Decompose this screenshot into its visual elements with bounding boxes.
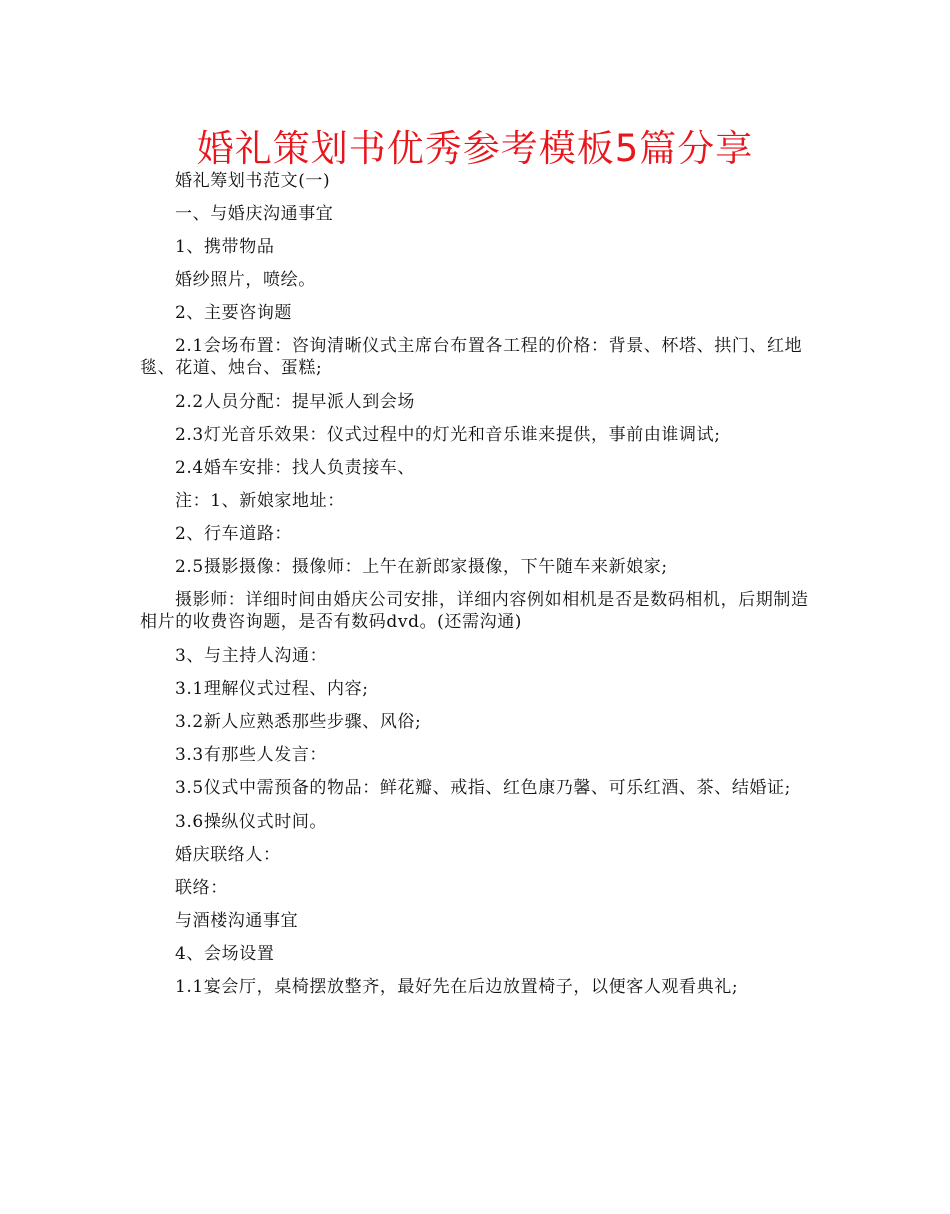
paragraph: 3.3有那些人发言： [175, 745, 328, 765]
paragraph: 2.4婚车安排：找人负责接车、 [175, 458, 416, 478]
paragraph: 婚庆联络人： [175, 845, 281, 865]
paragraph: 3.6操纵仪式时间。 [175, 812, 328, 832]
paragraph: 婚礼筹划书范文(一) [175, 171, 331, 191]
paragraph: 联络： [175, 878, 228, 898]
document-body [140, 170, 816, 1009]
paragraph: 1.1宴会厅，桌椅摆放整齐，最好先在后边放置椅子，以便客人观看典礼; [175, 977, 739, 997]
paragraph: 1、携带物品 [175, 237, 275, 257]
paragraph: 2.2人员分配：提早派人到会场 [175, 392, 416, 412]
paragraph: 3、与主持人沟通： [175, 646, 328, 666]
paragraph: 3.5仪式中需预备的物品：鲜花瓣、戒指、红色康乃馨、可乐红酒、茶、结婚证; [175, 778, 791, 798]
paragraph: 4、会场设置 [175, 944, 275, 964]
paragraph: 2.3灯光音乐效果：仪式过程中的灯光和音乐谁来提供，事前由谁调试; [175, 425, 721, 445]
paragraph: 3.2新人应熟悉那些步骤、风俗; [175, 712, 422, 732]
paragraph: 3.1理解仪式过程、内容; [175, 679, 369, 699]
paragraph: 2.1会场布置：咨询清晰仪式主席台布置各工程的价格：背景、杯塔、拱门、红地毯、花道、烛台、蛋糕; [140, 336, 803, 378]
paragraph: 摄影师：详细时间由婚庆公司安排，详细内容例如相机是否是数码相机，后期制造相片的收费咨询题，是否有数码dvd。(还需沟通) [140, 590, 809, 632]
document-title: 婚礼策划书优秀参考模板5篇分享 [196, 127, 754, 170]
paragraph: 与酒楼沟通事宜 [175, 911, 299, 931]
paragraph: 2.5摄影摄像：摄像师：上午在新郎家摄像，下午随车来新娘家; [175, 557, 668, 577]
paragraph: 2、行车道路： [175, 524, 293, 544]
paragraph: 注：1、新娘家地址： [175, 491, 345, 511]
paragraph: 婚纱照片，喷绘。 [175, 270, 316, 290]
paragraph: 一、与婚庆沟通事宜 [175, 204, 334, 224]
paragraph: 2、主要咨询题 [175, 303, 293, 323]
